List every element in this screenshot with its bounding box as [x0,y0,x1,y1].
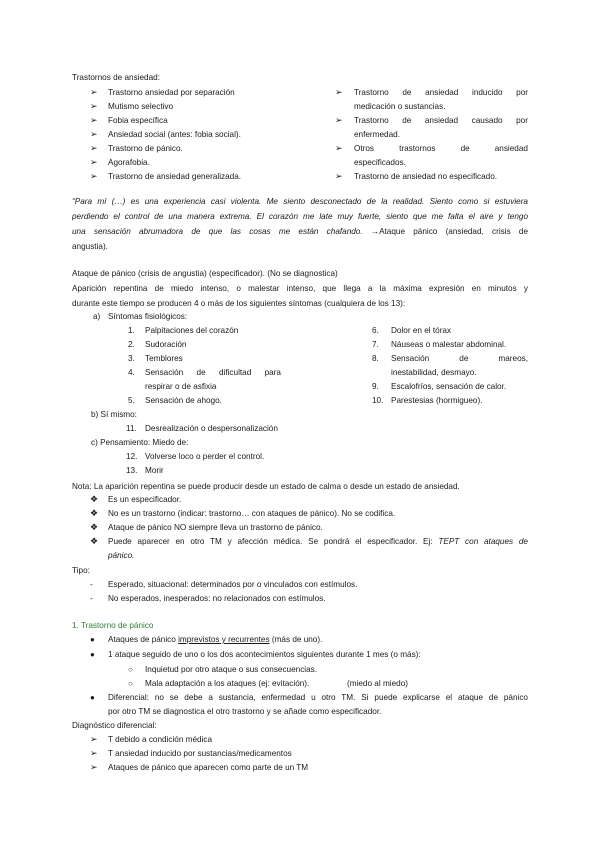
tp-bullet-text: (más de uno). [271,635,323,644]
trastorno-item [354,142,528,155]
tp-bullet: 1 ataque seguido de uno o los dos acontecimientos siguientes durante 1 mes (o más): [108,650,421,659]
dash-icon: - [90,580,93,589]
trastorno-item: Mutismo selectivo [108,102,174,111]
trastorno-item-cont: medicación o sustancias. [354,102,446,111]
nota-item-text: Puede aparecer en otro TM y afección médica. Se pondrá el especificador. Ej: [108,537,433,546]
nota-item-cont: pánico. [108,551,135,560]
tipo-item: No esperados, inesperados: no relacionados con estímulos. [108,594,326,603]
dd-item: Ataques de pánico que aparecen como parte de un TM [108,763,309,772]
arrowhead-icon: ➢ [90,87,98,97]
quote-normal: Ataque pánico (ansiedad, crisis de [379,227,529,236]
ataque-intro: Aparición repentina de miedo intenso, o malestar intenso, que llega a la máxima expresión en minutos y [72,284,528,293]
dash-icon: - [90,594,93,603]
sintoma-item [145,366,281,379]
section-title-trastornos: Trastornos de ansiedad: [72,73,160,82]
arrowhead-icon: ➢ [335,143,343,153]
sintoma-number: 3. [128,354,135,363]
nota-item [108,535,528,548]
disc-icon: ● [90,693,95,702]
sintoma-item: Desrealización o despersonalización [145,424,278,433]
trastorno-item: Trastorno de ansiedad no especificado. [354,172,498,181]
word: ansiedad [494,144,528,153]
tipo-item: Esperado, situacional: determinados por o vinculados con estímulos. [108,580,358,589]
word: Otros [354,144,375,153]
quote-italic: una sensación abrumadora de que las cosas me están chafando. [72,227,363,236]
si-mismo-title: b) Sí mismo: [91,410,137,419]
word: Trastorno [354,116,389,125]
dd-item: T debido a condición médica [108,735,213,744]
arrowhead-icon: ➢ [90,748,98,758]
quote-line: perdiendo el control de una manera extrema. El corazón me late muy fuerte, siento que me falta el aire y tengo [72,212,528,221]
nota-text: Nota: La aparición repentina se puede producir desde un estado de calma o desde un estado de ansiedad. [72,482,460,491]
word: Sensación [391,354,430,363]
quote-line: angustia). [72,242,108,251]
sintoma-item: Sensación de ahogo. [145,396,222,405]
nota-item: No es un trastorno (indicar: trastorno… con ataques de pánico). No se codifica. [108,509,396,518]
trastorno-panico-title: 1. Trastorno de pánico [72,621,154,630]
sintoma-item: Parestesias (hormigueo). [391,396,483,405]
sintoma-item: Temblores [145,354,183,363]
diamond-icon: ❖ [90,522,99,532]
word: de [460,144,470,153]
sintoma-item: Sudoración [145,340,187,349]
trastorno-item [354,114,528,127]
sintoma-item: Náuseas o malestar abdominal. [391,340,507,349]
sintoma-item: Volverse loco o perder el control. [145,452,265,461]
trastorno-item: Ansiedad social (antes: fobia social). [108,130,241,139]
trastorno-item-cont: enfermedad. [354,130,400,139]
arrowhead-icon: ➢ [90,129,98,139]
sintoma-number: 10. [372,396,384,405]
dd-title: Diagnóstico diferencial: [72,721,157,730]
sintoma-item-cont: inestabilidad, desmayo. [391,368,477,377]
sintoma-number: 4. [128,368,135,377]
nota-item: Es un especificador. [108,495,182,504]
tp-bullet-text: Ataques de pánico [108,635,176,644]
circle-icon: ○ [128,665,133,674]
tp-bullet-cont: por otro TM se diagnostica el otro trastorno y se añade como especificador. [108,707,382,716]
list-label-a: a) [93,312,101,321]
word: causado [471,116,503,125]
quote-line [72,225,528,238]
sintoma-number: 1. [128,326,135,335]
word: ansiedad [425,88,459,97]
tp-bullet: Diferencial: no se debe a sustancia, enfermedad u otro TM. Si puede explicarse el ataque de pánico [108,693,528,702]
diamond-icon: ❖ [90,494,99,504]
arrowhead-icon: ➢ [90,171,98,181]
trastorno-item: Fobia específica [108,116,168,125]
word: de [402,116,412,125]
circle-icon: ○ [128,679,133,688]
word: Sensación [145,368,184,377]
arrowhead-icon: ➢ [90,101,98,111]
disc-icon: ● [90,635,95,644]
trastorno-item-cont: especificados. [354,158,406,167]
word: por [516,116,528,125]
arrowhead-icon: ➢ [90,762,98,772]
ataque-intro: durante este tiempo se producen 4 o más de los siguientes síntomas (cualquiera de los 13): [72,299,406,308]
arrowhead-icon: ➢ [335,171,343,181]
arrowhead-icon: ➢ [335,87,343,97]
trastorno-item: Trastorno de pánico. [108,144,183,153]
tp-bullet [108,633,322,646]
sintoma-item [391,352,528,365]
right-arrow-icon: → [370,227,380,236]
sintoma-item: Dolor en el tórax [391,326,452,335]
arrowhead-icon: ➢ [90,157,98,167]
trastorno-item: Trastorno de ansiedad generalizada. [108,172,242,181]
ataque-title: Ataque de pánico (crisis de angustia) (especificador). (No se diagnostica) [72,269,338,278]
word: para [264,368,281,377]
sintoma-number: 13. [126,466,138,475]
arrowhead-icon: ➢ [335,115,343,125]
word: de [459,354,469,363]
tipo-title: Tipo: [72,566,90,575]
word: dificultad [218,368,252,377]
trastorno-item [354,86,528,99]
word: ansiedad [424,116,459,125]
diamond-icon: ❖ [90,508,99,518]
word: Trastorno [354,88,389,97]
tp-sub-item: Inquietud por otro ataque o sus consecuencias. [145,665,318,674]
word: por [516,88,528,97]
tp-sub-extra: (miedo al miedo) [347,679,408,688]
sintoma-number: 12. [126,452,138,461]
sintoma-number: 9. [372,382,379,391]
trastorno-item: Agorafobia. [108,158,150,167]
sintoma-number: 5. [128,396,135,405]
nota-item: Ataque de pánico NO siempre lleva un trastorno de pánico. [108,523,323,532]
pensamiento-title: c) Pensamiento: Miedo de: [91,438,189,447]
quote-line: “Para mí (…) es una experiencia casi violenta. Me siento desconectado de la realidad. Siento como si estuviera [72,197,528,206]
diamond-icon: ❖ [90,536,99,546]
disc-icon: ● [90,650,95,659]
word: de [402,88,412,97]
arrowhead-icon: ➢ [90,115,98,125]
sintoma-number: 8. [372,354,379,363]
sintoma-item: Escalofríos, sensación de calor. [391,382,507,391]
arrowhead-icon: ➢ [90,734,98,744]
tp-bullet-underlined: imprevistos y recurrentes [178,635,270,644]
sintoma-item: Morir [145,466,164,475]
arrowhead-icon: ➢ [90,143,98,153]
word: de [196,368,206,377]
sintoma-item-cont: respirar o de asfixia [145,382,217,391]
tp-sub-item: Mala adaptación a los ataques (ej: evitación). [145,679,310,688]
sintoma-number: 6. [372,326,379,335]
nota-item-italic: TEPT con ataques de [438,537,528,546]
sintomas-title: Síntomas fisiológicos: [108,312,188,321]
dd-item: T ansiedad inducido por sustancias/medicamentos [108,749,292,758]
sintoma-number: 2. [128,340,135,349]
sintoma-number: 7. [372,340,379,349]
sintoma-number: 11. [126,424,137,433]
trastorno-item: Trastorno ansiedad por separación [108,88,235,97]
word: inducido [472,88,503,97]
word: mareos, [498,354,528,363]
word: trastornos [399,144,436,153]
sintoma-item: Palpitaciones del corazón [145,326,239,335]
